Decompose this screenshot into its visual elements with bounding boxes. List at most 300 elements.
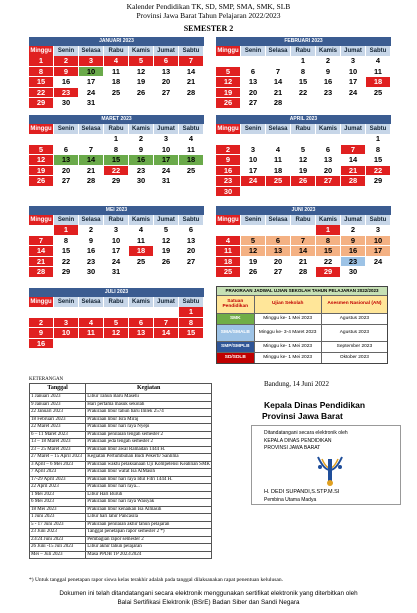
day-cell: 27 xyxy=(266,267,291,278)
day-cell: 24 xyxy=(154,166,179,177)
keterangan-row xyxy=(30,454,212,462)
month-title: JANUARI 2023 xyxy=(29,37,204,46)
day-cell: 21 xyxy=(179,77,204,88)
day-cell: 19 xyxy=(216,88,241,99)
day-cell: 7 xyxy=(154,318,179,329)
day-header: Senin xyxy=(54,46,79,56)
day-cell: 17 xyxy=(366,246,391,257)
day-cell: 23 xyxy=(79,257,104,268)
day-cell: 3 xyxy=(104,225,129,236)
day-cell: 13 xyxy=(154,67,179,78)
day-cell: 6 xyxy=(179,225,204,236)
week-row xyxy=(216,134,391,145)
an-cell: Oktober 2023 xyxy=(339,354,369,360)
day-cell: 12 xyxy=(216,77,241,88)
event-date: 23/24 Juni 2023 xyxy=(30,536,86,544)
day-cell: 22 xyxy=(29,88,54,99)
day-cell: 29 xyxy=(366,176,391,187)
week-row xyxy=(29,318,204,329)
keterangan-title: KETERANGAN xyxy=(29,377,64,382)
west-java-emblem-icon xyxy=(310,453,350,489)
day-cell: 4 xyxy=(266,145,291,156)
day-cell: 31 xyxy=(104,267,129,278)
event-description: Pembagian rapor semester 2 xyxy=(86,536,212,544)
day-cell: 11 xyxy=(179,145,204,156)
day-cell: 24 xyxy=(241,176,266,187)
day-cell: 18 xyxy=(216,257,241,268)
day-cell: 16 xyxy=(341,246,366,257)
day-cell: 17 xyxy=(341,77,366,88)
day-cell: 9 xyxy=(79,236,104,247)
event-date: 9 Januari 2023 xyxy=(30,401,86,409)
day-cell: 12 xyxy=(104,328,129,339)
event-description: Prakiraan waktu pelaksanaan Uji Kompetensi Keahlian SMK xyxy=(87,461,210,467)
day-cell: 21 xyxy=(266,88,291,99)
day-cell: 14 xyxy=(29,246,54,257)
day-cell: 1 xyxy=(291,56,316,67)
day-cell xyxy=(266,187,291,198)
day-cell: 19 xyxy=(154,246,179,257)
day-header: Jumat xyxy=(341,215,366,225)
day-cell xyxy=(366,187,391,198)
day-cell: 2 xyxy=(341,225,366,236)
day-cell: 15 xyxy=(316,246,341,257)
day-cell: 3 xyxy=(241,145,266,156)
event-date: 22 Januari 2023 xyxy=(30,409,86,417)
day-cell: 9 xyxy=(29,328,54,339)
keterangan-row xyxy=(30,544,212,552)
day-cell: 22 xyxy=(104,166,129,177)
exam-cell: Minggu ke- 1 Mei 2023 xyxy=(255,314,322,324)
month-title: FEBRUARI 2023 xyxy=(216,37,391,46)
week-row xyxy=(216,267,391,278)
day-cell: 10 xyxy=(104,236,129,247)
month-title: JUNI 2023 xyxy=(216,206,391,215)
event-description: Prakiraan libur tahun baru Imlek 2574 xyxy=(86,409,212,417)
day-cell: 10 xyxy=(79,67,104,78)
exam-schedule-row xyxy=(217,324,387,341)
day-cell: 18 xyxy=(129,246,154,257)
day-cell xyxy=(216,134,241,145)
day-cell: 8 xyxy=(316,236,341,247)
day-cell xyxy=(316,134,341,145)
event-date: 1 Mei 2023 xyxy=(30,491,86,499)
keterangan-row xyxy=(30,529,212,537)
week-row xyxy=(29,257,204,268)
event-date: 6 – 11 Maret 2023 xyxy=(30,431,86,439)
day-cell: 19 xyxy=(129,77,154,88)
day-cell: 12 xyxy=(129,67,154,78)
day-cell: 12 xyxy=(291,155,316,166)
day-cell: 10 xyxy=(241,155,266,166)
day-header: Rabu xyxy=(291,46,316,56)
day-cell: 18 xyxy=(366,77,391,88)
day-header: Kamis xyxy=(129,46,154,56)
day-cell xyxy=(79,307,104,318)
day-cell: 6 xyxy=(54,145,79,156)
day-cell: 15 xyxy=(291,77,316,88)
day-cell xyxy=(216,56,241,67)
day-cell: 25 xyxy=(179,166,204,177)
week-row xyxy=(29,155,204,166)
week-row xyxy=(29,145,204,156)
event-description: Prakiraan libur awal Ramadan 1444 H. xyxy=(86,446,212,454)
day-cell: 22 xyxy=(316,257,341,268)
day-header: Senin xyxy=(241,46,266,56)
day-cell: 23 xyxy=(316,88,341,99)
day-header: Kamis xyxy=(129,215,154,225)
day-cell xyxy=(129,267,154,278)
day-cell: 10 xyxy=(366,236,391,247)
exam-cell: Minggu ke- 1 Mei 2023 xyxy=(255,353,322,363)
week-row xyxy=(216,236,391,247)
week-row xyxy=(29,236,204,247)
day-cell: 5 xyxy=(154,225,179,236)
day-cell: 31 xyxy=(79,98,104,109)
day-cell: 15 xyxy=(179,328,204,339)
signer-name: H. DEDI SUPANDI,S.STP.M.SI xyxy=(264,489,340,495)
day-cell: 2 xyxy=(129,134,154,145)
signer-title-1: Kepala Dinas Pendidikan xyxy=(264,400,366,410)
day-cell: 9 xyxy=(316,67,341,78)
keterangan-row xyxy=(30,469,212,477)
unit-cell: SMP/SMPLB xyxy=(217,342,255,352)
week-row xyxy=(216,225,391,236)
day-header: Selasa xyxy=(79,297,104,307)
day-cell: 30 xyxy=(54,98,79,109)
day-cell: 9 xyxy=(216,155,241,166)
day-cell: 2 xyxy=(216,145,241,156)
footer-line-1: Dokumen ini telah ditandatangani secara elektronik menggunakan sertifikat elektronik yang diterbitkan oleh xyxy=(59,590,358,597)
day-cell: 1 xyxy=(29,56,54,67)
day-cell: 12 xyxy=(29,155,54,166)
day-cell: 16 xyxy=(216,166,241,177)
keterangan-row xyxy=(30,409,212,417)
an-cell: Agustus 2023 xyxy=(339,329,370,335)
day-cell: 1 xyxy=(316,225,341,236)
day-cell xyxy=(216,225,241,236)
month-title: MEI 2023 xyxy=(29,206,204,215)
day-cell: 1 xyxy=(179,307,204,318)
event-date: 26 Juni -15 Juli 2023 xyxy=(30,544,86,552)
week-row xyxy=(29,134,204,145)
day-cell: 18 xyxy=(179,155,204,166)
event-description: Prakiraan libur hari raya... xyxy=(86,484,212,492)
keterangan-row xyxy=(30,551,212,559)
day-cell xyxy=(154,339,179,350)
week-row xyxy=(216,56,391,67)
day-cell xyxy=(291,134,316,145)
day-header: Sabtu xyxy=(179,124,204,134)
day-cell xyxy=(179,176,204,187)
day-cell: 14 xyxy=(341,155,366,166)
event-date: 18 Februari 2023 xyxy=(30,416,86,424)
signer-title-2: Provinsi Jawa Barat xyxy=(262,411,343,421)
day-cell: 20 xyxy=(266,257,291,268)
event-date: 13 – 18 Maret 2023 xyxy=(30,439,86,447)
day-cell xyxy=(366,267,391,278)
day-cell: 6 xyxy=(154,56,179,67)
day-cell xyxy=(179,339,204,350)
week-row xyxy=(216,98,391,109)
col-an-header: Asesmen Nasional (AN) xyxy=(322,296,387,313)
exam-schedule-row xyxy=(217,352,387,363)
day-cell: 28 xyxy=(79,176,104,187)
calendar-january xyxy=(29,37,204,109)
col-activity-header: Kegiatan xyxy=(86,384,212,394)
day-cell: 2 xyxy=(54,56,79,67)
unit-cell: SD/SDLB xyxy=(217,353,255,363)
day-cell xyxy=(266,56,291,67)
day-cell xyxy=(179,267,204,278)
day-cell: 29 xyxy=(104,176,129,187)
day-cell: 27 xyxy=(179,257,204,268)
day-cell: 7 xyxy=(179,56,204,67)
event-date: 22 April 2023 xyxy=(30,484,86,492)
calendar-april xyxy=(216,115,391,197)
day-cell xyxy=(79,134,104,145)
day-cell xyxy=(341,187,366,198)
day-cell: 26 xyxy=(241,267,266,278)
doc-title-1: Kalender Pendidikan TK, SD, SMP, SMA, SMK, SLB xyxy=(126,2,291,11)
week-row xyxy=(216,155,391,166)
day-cell xyxy=(104,98,129,109)
footnote: *) Untuk tanggal penetapan rapor siswa kelas terakhir adalah pada tanggal dilaksanakan rapat penentuan kelulusan. xyxy=(29,577,283,583)
week-row xyxy=(29,246,204,257)
week-row xyxy=(29,307,204,318)
day-header: Jumat xyxy=(154,46,179,56)
keterangan-row xyxy=(30,506,212,514)
day-cell xyxy=(154,98,179,109)
day-cell xyxy=(341,134,366,145)
day-cell: 23 xyxy=(54,88,79,99)
place-date: Bandung, 14 Juni 2022 xyxy=(264,380,329,388)
day-cell: 22 xyxy=(54,257,79,268)
day-cell: 30 xyxy=(341,267,366,278)
esign-line-2: KEPALA DINAS PENDIDIKAN xyxy=(264,438,332,444)
day-cell xyxy=(29,307,54,318)
exam-schedule-table xyxy=(216,286,388,364)
day-cell: 27 xyxy=(316,176,341,187)
day-cell: 2 xyxy=(29,318,54,329)
day-header: Minggu xyxy=(29,124,54,134)
day-cell: 24 xyxy=(79,88,104,99)
esign-line-1: Ditandatangani secara elektronik oleh xyxy=(264,430,348,436)
day-cell: 12 xyxy=(154,236,179,247)
week-row xyxy=(29,98,204,109)
day-cell xyxy=(54,134,79,145)
keterangan-row xyxy=(30,446,212,454)
unit-cell: SMA/SMALB xyxy=(217,325,255,341)
week-row xyxy=(216,67,391,78)
day-cell: 18 xyxy=(104,77,129,88)
event-description: Prakiraan jeda tengah semester 2 xyxy=(86,439,212,447)
day-header: Sabtu xyxy=(366,215,391,225)
day-cell: 23 xyxy=(129,166,154,177)
day-cell: 24 xyxy=(341,88,366,99)
event-date: 6 Mei 2023 xyxy=(30,499,86,507)
event-description: Libur hari lahir Pancasila xyxy=(86,514,212,522)
day-cell: 15 xyxy=(29,77,54,88)
day-cell: 14 xyxy=(154,328,179,339)
event-description: Tanggal penetapan rapor semester 2 *) xyxy=(86,529,212,537)
col-exam-header: Ujian Sekolah xyxy=(255,296,322,313)
event-date: 22 Maret 2023 xyxy=(30,424,86,432)
day-header: Rabu xyxy=(291,124,316,134)
event-date: 17-29 April 2023 xyxy=(30,476,86,484)
day-cell: 4 xyxy=(104,56,129,67)
day-cell: 1 xyxy=(104,134,129,145)
day-cell: 5 xyxy=(291,145,316,156)
day-cell: 7 xyxy=(79,145,104,156)
day-header: Sabtu xyxy=(366,124,391,134)
day-header: Senin xyxy=(54,215,79,225)
day-cell: 15 xyxy=(54,246,79,257)
exam-schedule-title: PRAKIRAAN JADWAL UJIAN SEKOLAH TAHUN PELAJARAN 2022/2023 xyxy=(217,287,387,295)
week-row xyxy=(29,166,204,177)
day-cell xyxy=(291,98,316,109)
keterangan-row xyxy=(30,416,212,424)
calendar-june xyxy=(216,206,391,278)
day-cell xyxy=(129,307,154,318)
day-cell xyxy=(154,307,179,318)
day-cell: 2 xyxy=(79,225,104,236)
day-header: Rabu xyxy=(104,46,129,56)
event-description: Prakiraan libur wafat Isa AlMasih xyxy=(86,469,212,477)
day-cell: 3 xyxy=(154,134,179,145)
day-cell: 30 xyxy=(129,176,154,187)
day-cell: 6 xyxy=(266,236,291,247)
day-cell xyxy=(241,134,266,145)
day-cell: 4 xyxy=(129,225,154,236)
day-cell: 8 xyxy=(366,145,391,156)
keterangan-row xyxy=(30,484,212,492)
week-row xyxy=(216,166,391,177)
day-header: Senin xyxy=(241,215,266,225)
day-header: Selasa xyxy=(266,124,291,134)
day-cell xyxy=(29,134,54,145)
day-cell: 16 xyxy=(79,246,104,257)
exam-schedule-row xyxy=(217,341,387,352)
week-row xyxy=(29,67,204,78)
day-cell: 9 xyxy=(129,145,154,156)
day-cell: 8 xyxy=(104,145,129,156)
day-cell: 27 xyxy=(154,88,179,99)
day-cell: 13 xyxy=(316,155,341,166)
day-cell xyxy=(104,307,129,318)
event-description: Masa PPDB TP 2023/2024 xyxy=(86,551,212,559)
day-cell: 6 xyxy=(129,318,154,329)
keterangan-row xyxy=(30,536,212,544)
event-description: Prakiraan libur kenaikan Isa Almasih xyxy=(86,506,212,514)
day-header: Selasa xyxy=(266,215,291,225)
day-cell: 5 xyxy=(129,56,154,67)
event-date: 23 – 25 Maret 2023 xyxy=(30,446,86,454)
day-cell: 16 xyxy=(316,77,341,88)
day-cell: 15 xyxy=(366,155,391,166)
day-cell xyxy=(241,56,266,67)
calendar-march xyxy=(29,115,204,187)
day-cell: 2 xyxy=(316,56,341,67)
unit-cell: SMK xyxy=(217,314,255,324)
day-header: Sabtu xyxy=(179,297,204,307)
day-cell: 11 xyxy=(104,67,129,78)
calendar-may xyxy=(29,206,204,278)
day-cell: 25 xyxy=(266,176,291,187)
event-description: Prakiraan libur hari raya Waisyak xyxy=(86,499,212,507)
day-cell: 21 xyxy=(79,166,104,177)
day-cell: 26 xyxy=(129,88,154,99)
day-cell: 18 xyxy=(266,166,291,177)
event-date: 18 Mei 2023 xyxy=(30,506,86,514)
event-description: Libur akhir tahun pelajaran xyxy=(86,544,212,552)
day-header: Kamis xyxy=(129,124,154,134)
day-cell: 10 xyxy=(54,328,79,339)
day-cell: 11 xyxy=(366,67,391,78)
day-cell xyxy=(316,98,341,109)
day-cell xyxy=(154,267,179,278)
day-cell: 27 xyxy=(54,176,79,187)
day-cell: 29 xyxy=(54,267,79,278)
day-cell: 17 xyxy=(154,155,179,166)
day-cell xyxy=(341,98,366,109)
day-cell: 17 xyxy=(79,77,104,88)
signer-rank: Pembina Utama Madya xyxy=(264,497,317,503)
week-row xyxy=(29,328,204,339)
week-row xyxy=(29,267,204,278)
week-row xyxy=(216,77,391,88)
keterangan-row xyxy=(30,461,212,469)
day-cell: 25 xyxy=(129,257,154,268)
day-cell: 11 xyxy=(129,236,154,247)
day-cell: 17 xyxy=(104,246,129,257)
day-header: Senin xyxy=(54,297,79,307)
week-row xyxy=(29,225,204,236)
day-header: Jumat xyxy=(341,46,366,56)
day-header: Senin xyxy=(241,124,266,134)
day-cell xyxy=(179,98,204,109)
day-cell: 19 xyxy=(29,166,54,177)
day-cell: 9 xyxy=(341,236,366,247)
week-row xyxy=(29,56,204,67)
day-cell: 3 xyxy=(341,56,366,67)
month-title: JULI 2023 xyxy=(29,288,204,297)
day-cell: 25 xyxy=(216,267,241,278)
day-cell: 14 xyxy=(266,77,291,88)
event-description: Prakiraan penilaian tengah semester 2 xyxy=(86,431,212,439)
day-cell: 14 xyxy=(79,155,104,166)
day-header: Minggu xyxy=(29,297,54,307)
day-header: Selasa xyxy=(266,46,291,56)
day-cell: 25 xyxy=(104,88,129,99)
day-header: Minggu xyxy=(29,46,54,56)
week-row xyxy=(216,145,391,156)
calendar-february xyxy=(216,37,391,109)
day-cell xyxy=(104,339,129,350)
event-date: 23 Juni 2023 xyxy=(30,529,86,537)
day-cell: 16 xyxy=(29,339,54,350)
event-description: Prakiraan libur hari raya Nyepi xyxy=(86,424,212,432)
day-cell: 21 xyxy=(29,257,54,268)
day-cell xyxy=(241,225,266,236)
esign-line-3: PROVINSI JAWA BARAT xyxy=(264,445,321,451)
keterangan-row xyxy=(30,476,212,484)
day-cell xyxy=(54,307,79,318)
day-cell: 25 xyxy=(366,88,391,99)
month-title: APRIL 2023 xyxy=(216,115,391,124)
day-cell: 29 xyxy=(316,267,341,278)
day-cell: 19 xyxy=(291,166,316,177)
